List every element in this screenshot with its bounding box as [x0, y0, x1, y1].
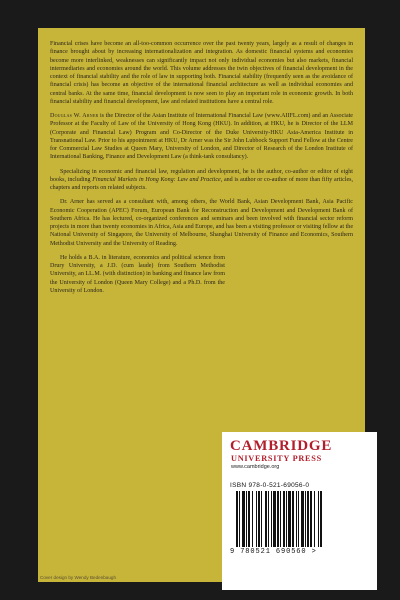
isbn-label: ISBN 978-0-521-69056-0: [230, 482, 310, 489]
author-bio-text: is the Director of the Asian Institute of International Financial Law (www.AIIFL.com) and an Associate Professor at the Faculty of Law of the University of Hong Kong (HKU). In addition, at HKU, he is Director of the LLM (Corporate and Financial Law) Program and Co-Director of the Duke University-HKU Asia-America Institute in Transnational Law. Prior to his appointment at HKU, Dr Arner was the Sir John Lubbock Support Fund Fellow at the Centre for Commercial Law Studies at Queen Mary, University of London, and Director of Research of the London Institute of International Banking, Finance and Development Law (a think-tank consultancy).: [50, 113, 353, 161]
publisher-barcode-box: [222, 432, 377, 590]
author-name: Douglas W. Arner: [50, 113, 99, 119]
intro-paragraph: Financial crises have become an all-too-common occurrence over the past twenty years, largely as a result of changes in finance brought about by increasing internationalization and integration. As domestic financial systems and economies become more interlinked, weaknesses can significantly impact not only individual economies but also markets, financial intermediaries and economies around the world. This volume addresses the twin objectives of financial development in the context of financial stability and the role of law in supporting both. Financial stability (frequently seen as the avoidance of financial crisis) has become an objective of the international financial architecture as well as individual economies and central banks. At the same time, financial development is now seen to play an important role in economic growth. In both financial stability and financial development, law and related institutions have a central role.: [50, 41, 353, 105]
publisher-url: www.cambridge.org: [231, 464, 280, 470]
author-consulting-paragraph: Dr. Arner has served as a consultant with, among others, the World Bank, Asian Development Bank, Asia Pacific Economic Cooperation (APEC) Forum, European Bank for Reconstruction and Development and Development Bank of Southern Africa. He has lectured, co-organized conferences and seminars and been involved with financial sector reform projects in more than twenty economies in Africa, Asia and Europe, and has been a visiting professor or visiting fellow at the National University of Singapore, the University of Melbourne, Shanghai University of Finance and Economics, Southern Methodist University and the University of Reading.: [50, 199, 353, 247]
book-title: Financial Markets in Hong Kong: Law and Practice: [92, 176, 221, 183]
cover-design-credit: Cover design by Wendy Bedenbaugh: [40, 575, 117, 580]
blurb-panel: [38, 28, 365, 498]
author-education-paragraph: He holds a B.A. in literature, economics and political science from Drury University, a J.D. (cum laude) from Southern Methodist University, an LL.M. (with distinction) in banking and finance law from the University of London (Queen Mary College) and a Ph.D. from the University of London.: [50, 254, 225, 294]
publisher-name: CAMBRIDGE: [230, 438, 333, 454]
publisher-subtitle: UNIVERSITY PRESS: [231, 454, 322, 463]
author-specialization-paragraph: Specializing in economic and financial law, regulation and development, he is the author, co-author or editor of eight books, including Financial Markets in Hong Kong: Law and Practice, and is author or co-author of more than fifty articles, chapters and reports on related subjects.: [50, 168, 353, 191]
author-bio-paragraph: [50, 112, 353, 162]
barcode-icon: [230, 491, 364, 549]
barcode-digits: 9 780521 690560 >: [230, 548, 317, 556]
